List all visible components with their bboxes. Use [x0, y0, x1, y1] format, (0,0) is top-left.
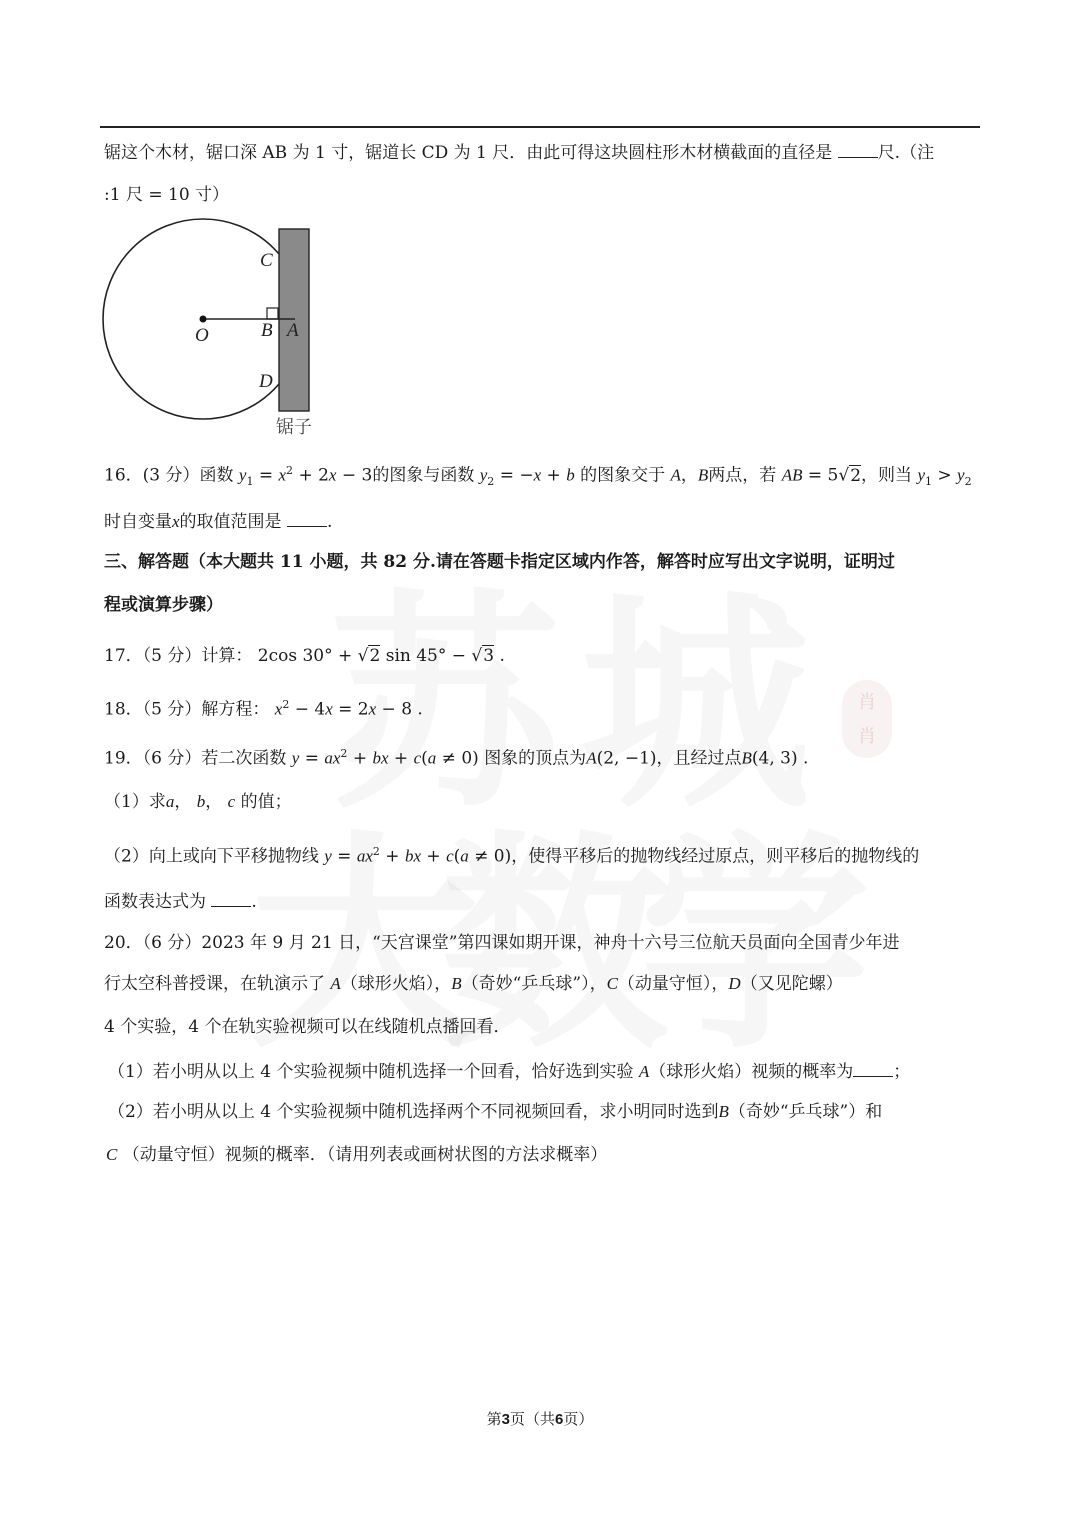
q16-text: ，: [680, 465, 698, 486]
q20-text: （2）若小明从以上 4 个实验视频中随机选择两个不同视频回看，求小明同时选到: [108, 1102, 719, 1122]
q17: 17．（5 分）计算： 2cos 30° + √2 sin 45° − √3 .: [104, 646, 505, 666]
seal-char: 肖: [858, 726, 876, 747]
q20-answer-blank: [853, 1058, 893, 1077]
q16-number: 16．(3 分）函数: [104, 465, 234, 486]
q17-label: 17．（5 分）计算：: [104, 646, 253, 666]
header-rule: [100, 126, 980, 128]
q20-sub2: （2）若小明从以上 4 个实验视频中随机选择两个不同视频回看，求小明同时选到B（奇妙“乒乓球”）和: [108, 1102, 883, 1122]
q16-text: 的图象交于: [580, 465, 666, 486]
q19-text: 的值；: [240, 792, 292, 812]
q19-text: ，且经过点: [656, 748, 742, 769]
center-point-o: [200, 316, 207, 323]
label-c: C: [260, 250, 273, 271]
q19-sub2: （2）向上或向下平移抛物线 $y = ax^2$ + bx + c(a ≠ 0)，使得平移后的抛物线经过原点，则平移后的抛物线的: [104, 845, 920, 867]
q18-label: 18．（5 分）解方程：: [104, 699, 270, 720]
q15-text: 锯这个木材，锯口深 AB 为 1 寸，锯道长 CD 为 1 尺．由此可得这块圆柱形木材横截面的直径是: [104, 143, 833, 163]
q20-text: （球形火焰）视频的概率为: [649, 1062, 854, 1082]
q15-line2: :1 尺 = 10 寸）: [104, 185, 230, 205]
q19-text: ，使得平移后的抛物线经过原点，则平移后的抛物线的: [511, 846, 920, 867]
q20-line3: 4 个实验，4 个在轨实验视频可以在线随机点播回看．: [104, 1017, 511, 1037]
q16-text: 两点，若: [708, 465, 777, 486]
q20-text: （奇妙“乒乓球”）和: [728, 1102, 883, 1122]
q16-line2: 时自变量x的取值范围是 .: [104, 508, 984, 534]
q16-text: 时自变量: [104, 512, 172, 532]
q19-text: 函数表达式为: [104, 892, 206, 912]
q19-stem: 19．（6 分）若二次函数 $y = ax^2$ + bx + c(a ≠ 0) 图象的顶点为A(2, −1)，且经过点B(4, 3) .: [104, 747, 809, 769]
footer-page-number: 3: [501, 1411, 510, 1428]
q16-text: ，则当: [861, 465, 913, 486]
q15-text-tail: 尺.（注: [877, 143, 935, 163]
q20-sub1: （1）若小明从以上 4 个实验视频中随机选择一个回看，恰好选到实验 A（球形火焰）视频的概率为 ；: [108, 1058, 988, 1084]
q15-answer-blank: [838, 139, 878, 158]
q16-text: 的取值范围是: [179, 512, 282, 532]
q20-line1: 20．（6 分）2023 年 9 月 21 日，“天宫课堂”第四课如期开课，神舟十六号三位航天员面向全国青少年进: [104, 933, 900, 953]
q20-text: （球形火焰），: [340, 974, 452, 994]
label-o: O: [195, 325, 209, 346]
q20-sub2-line2: C （动量守恒）视频的概率．（请用列表或画树状图的方法求概率）: [106, 1145, 608, 1165]
footer-text: 页（共: [509, 1410, 555, 1428]
page-footer: [0, 1408, 1080, 1429]
label-b: B: [261, 320, 273, 341]
footer-text: 页）: [563, 1410, 594, 1428]
q20-text: （又见陀螺）: [740, 974, 843, 994]
q19-text: （2）向上或向下平移抛物线: [104, 846, 319, 867]
q20-text: ；: [893, 1062, 911, 1082]
footer-total-pages: 6: [555, 1411, 564, 1428]
q20-text: 行太空科普授课，在轨演示了: [104, 974, 325, 994]
q20-text: （动量守恒）视频的概率．（请用列表或画树状图的方法求概率）: [122, 1145, 608, 1165]
q15-line1: [104, 139, 984, 165]
q19-text: （1）求: [104, 792, 166, 812]
q16-answer-blank: [287, 508, 327, 527]
saw-label: 锯子: [276, 417, 312, 438]
label-a: A: [287, 320, 299, 341]
section3-heading-line1: 三、解答题（本大题共 11 小题，共 82 分.请在答题卡指定区域内作答，解答时应写出文字说明，证明过: [104, 552, 895, 572]
q20-text: （1）若小明从以上 4 个实验视频中随机选择一个回看，恰好选到实验: [108, 1062, 634, 1082]
q20-line2: 行太空科普授课，在轨演示了 A（球形火焰），B（奇妙“乒乓球”），C（动量守恒），D（又见陀螺）: [104, 974, 843, 994]
right-angle-mark: [267, 308, 278, 319]
q20-text: （奇妙“乒乓球”），: [461, 974, 607, 994]
q19-sub2-line2: 函数表达式为 .: [104, 888, 984, 914]
q18: 18．（5 分）解方程： $x^2 - 4x = 2x - 8$ .: [104, 698, 423, 720]
seal-char: 肖: [858, 692, 876, 713]
q19-sub1: （1）求a， b， c 的值；: [104, 792, 292, 812]
q19-label: 19．（6 分）若二次函数: [104, 748, 287, 769]
q19-answer-blank: [211, 888, 251, 907]
q20-text: （动量守恒），: [617, 974, 729, 994]
q16-line1: 16．(3 分）函数 $y_1 = x^2 + 2x - 3$的图象与函数 $y_2 = -x + b$ 的图象交于 A，B两点，若 AB = 5√2，则当 $y_1 > y_2$: [104, 464, 972, 489]
q16-text: 的图象与函数: [372, 465, 475, 486]
q19-text: 图象的顶点为: [484, 748, 587, 769]
footer-text: 第: [486, 1410, 502, 1428]
section3-heading-line2: 程或演算步骤）: [104, 595, 223, 615]
circle-saw-figure: [95, 215, 335, 440]
label-d: D: [259, 371, 273, 392]
